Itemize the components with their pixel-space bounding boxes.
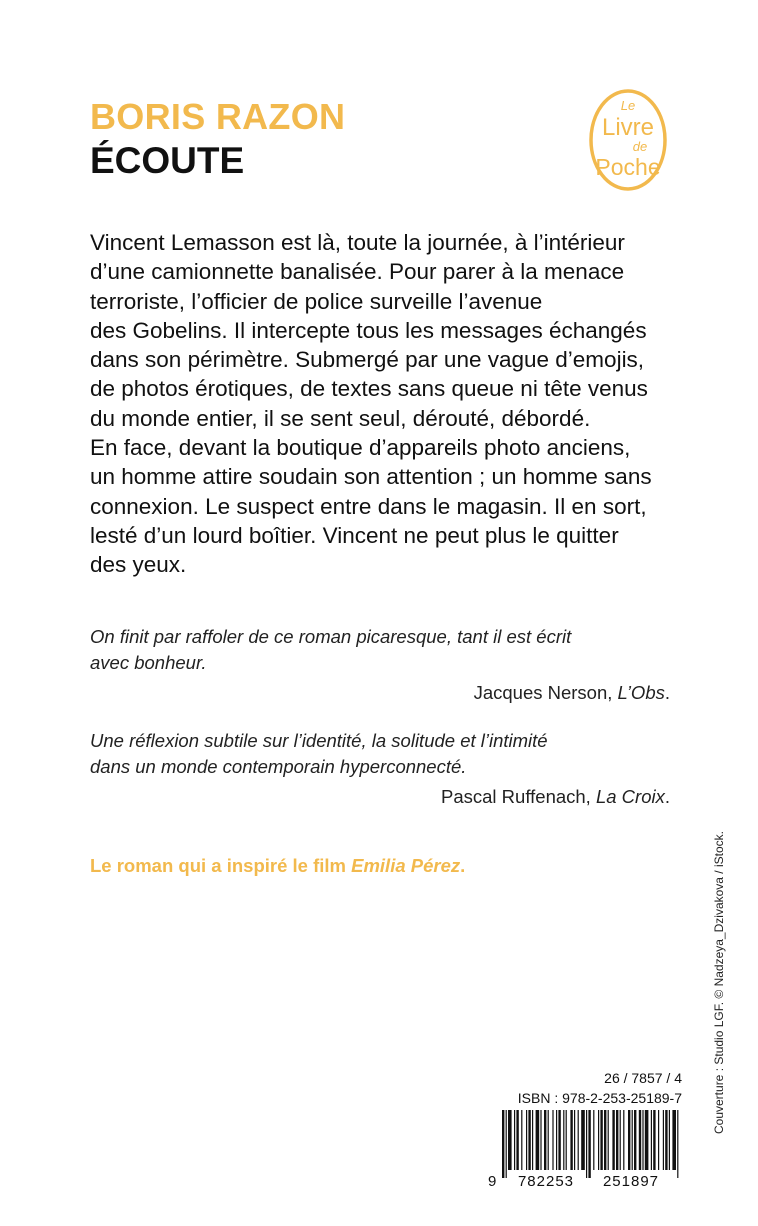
review-author: Jacques Nerson, xyxy=(473,682,618,703)
barcode-bar xyxy=(653,1110,655,1170)
barcode-bar xyxy=(563,1110,564,1170)
barcode-bar xyxy=(669,1110,670,1170)
barcode-bar xyxy=(665,1110,667,1170)
barcode-bar xyxy=(581,1110,585,1170)
quote-line: Une réflexion subtile sur l’identité, la solitude et l’intimité xyxy=(90,730,548,751)
barcode-bar xyxy=(632,1110,633,1170)
barcode-bar xyxy=(588,1110,590,1178)
barcode-bar xyxy=(536,1110,540,1170)
barcode-bar xyxy=(558,1110,560,1170)
blurb-line: En face, devant la boutique d’appareils photo anciens, xyxy=(90,435,631,461)
review-quote xyxy=(90,624,670,676)
barcode-bar xyxy=(540,1110,541,1170)
barcode-bar xyxy=(612,1110,614,1170)
barcode-bar xyxy=(552,1110,553,1170)
blurb-line: de photos érotiques, de textes sans queue ni tête venus xyxy=(90,376,648,402)
review-source xyxy=(90,784,670,810)
barcode-bar xyxy=(574,1110,575,1170)
barcode-bar xyxy=(556,1110,557,1170)
barcode-bar xyxy=(508,1110,512,1170)
blurb-line: des Gobelins. Il intercepte tous les messages échangés xyxy=(90,317,647,343)
ean-barcode xyxy=(486,1110,682,1190)
press-review-la-croix xyxy=(90,728,670,810)
blurb-line: du monde entier, il se sent seul, dérouté, débordé. xyxy=(90,405,591,431)
review-author: Pascal Ruffenach, xyxy=(441,786,596,807)
barcode-bar xyxy=(506,1110,507,1178)
barcode-bar xyxy=(651,1110,652,1170)
barcode-bar xyxy=(620,1110,621,1170)
blurb-line: connexion. Le suspect entre dans le magasin. Il en sort, xyxy=(90,493,647,519)
barcode-bar xyxy=(570,1110,572,1170)
barcode-bar xyxy=(616,1110,618,1170)
logo-poche: Poche xyxy=(595,154,661,180)
barcode-bar xyxy=(528,1110,530,1170)
tagline-film: Emilia Pérez xyxy=(351,855,461,876)
barcode-bar xyxy=(586,1110,587,1178)
barcode-digit-first: 9 xyxy=(488,1173,497,1190)
barcode-bar xyxy=(604,1110,606,1170)
review-publication: L’Obs xyxy=(617,682,665,703)
book-title: ÉCOUTE xyxy=(90,140,245,181)
barcode-bar xyxy=(608,1110,609,1170)
summary-blurb xyxy=(90,228,690,580)
barcode-bar xyxy=(544,1110,546,1170)
barcode-bar xyxy=(516,1110,518,1170)
barcode-bar xyxy=(532,1110,533,1170)
barcode-digits-right: 251897 xyxy=(602,1173,660,1190)
review-publication: La Croix xyxy=(595,786,665,807)
blurb-line: un homme attire soudain son attention ; un homme sans xyxy=(90,464,652,490)
quote-line: dans un monde contemporain hyperconnecté. xyxy=(90,756,467,777)
review-end: . xyxy=(664,682,670,703)
barcode-bar xyxy=(521,1110,522,1170)
barcode-bar xyxy=(600,1110,602,1170)
blurb-line: des yeux. xyxy=(90,552,187,578)
review-end: . xyxy=(664,786,670,807)
author-name: BORIS RAZON xyxy=(90,96,346,137)
logo-le: Le xyxy=(620,98,636,113)
review-source xyxy=(90,680,670,706)
barcode-bars xyxy=(502,1110,678,1178)
le-livre-de-poche-logo xyxy=(588,88,668,192)
press-review-obs xyxy=(90,624,670,706)
barcode-bar xyxy=(658,1110,659,1170)
barcode-bar xyxy=(645,1110,649,1170)
barcode-digits-left: 782253 xyxy=(517,1173,575,1190)
barcode-bar xyxy=(623,1110,624,1170)
review-quote xyxy=(90,728,670,780)
barcode-bar xyxy=(502,1110,504,1178)
barcode-bar xyxy=(578,1110,579,1170)
tagline-text: Le roman qui a inspiré le film xyxy=(90,855,352,876)
blurb-line: lesté d’un lourd boîtier. Vincent ne peut plus le quitter xyxy=(90,522,619,548)
quote-line: avec bonheur. xyxy=(90,652,207,673)
blurb-line: terroriste, l’officier de police surveille l’avenue xyxy=(90,288,543,314)
blurb-line: dans son périmètre. Submergé par une vague d’emojis, xyxy=(90,347,645,373)
barcode-bar xyxy=(634,1110,636,1170)
logo-livre: Livre xyxy=(601,114,655,141)
barcode-bar xyxy=(628,1110,630,1170)
barcode-bar xyxy=(677,1110,678,1178)
isbn-number: ISBN : 978-2-253-25189-7 xyxy=(517,1090,682,1106)
barcode-bar xyxy=(566,1110,567,1170)
logo-de: de xyxy=(632,139,648,154)
tagline-end: . xyxy=(460,855,466,876)
blurb-line: Vincent Lemasson est là, toute la journée, à l’intérieur xyxy=(90,230,625,255)
quote-line: On finit par raffoler de ce roman picaresque, tant il est écrit xyxy=(90,626,572,647)
film-tagline xyxy=(90,855,465,877)
catalog-number: 26 / 7857 / 4 xyxy=(604,1070,682,1086)
barcode-bar xyxy=(593,1110,594,1170)
barcode-bar xyxy=(548,1110,549,1170)
barcode-bar xyxy=(672,1110,676,1170)
barcode-bar xyxy=(663,1110,664,1170)
barcode-bar xyxy=(514,1110,515,1170)
blurb-line: d’une camionnette banalisée. Pour parer à la menace xyxy=(90,259,625,285)
barcode-bar xyxy=(598,1110,599,1170)
barcode-bar xyxy=(639,1110,641,1170)
barcode-bar xyxy=(642,1110,643,1170)
barcode-bar xyxy=(526,1110,527,1170)
cover-credit: Couverture : Studio LGF. © Nadzeya_Dzivakova / iStock. xyxy=(712,831,726,1134)
